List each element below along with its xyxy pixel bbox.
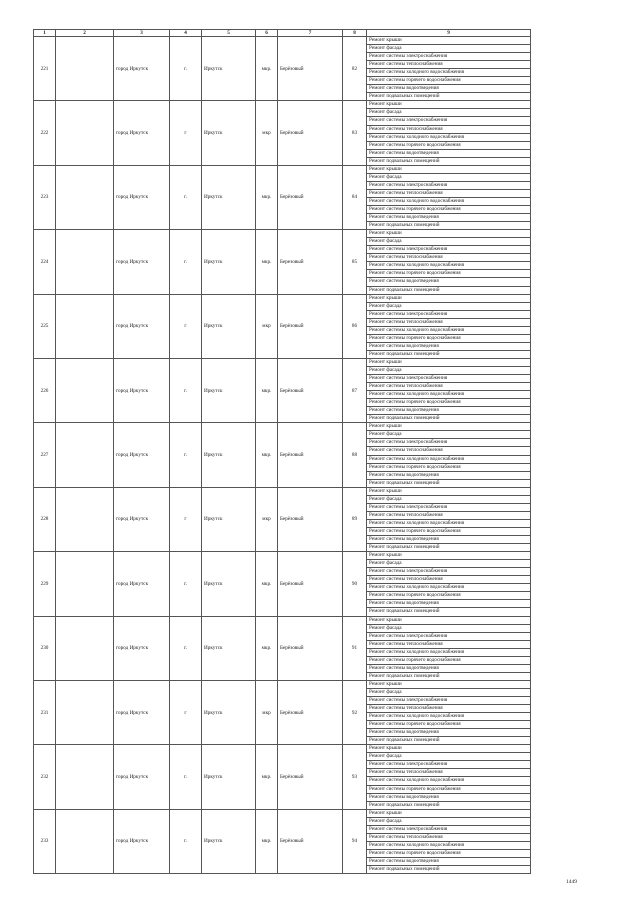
street-type: мкр.: [256, 809, 278, 873]
municipality: город Иркутск: [114, 616, 170, 680]
repair-work-item: Ремонт системы электроснабжения: [367, 117, 530, 125]
repair-work-item: Ремонт системы теплоснабжения: [367, 61, 530, 69]
repair-work-item: Ремонт системы теплоснабжения: [367, 447, 530, 455]
repair-work-item: Ремонт системы холодного водоснабжения: [367, 713, 530, 721]
repair-work-item: Ремонт фасада: [367, 689, 530, 697]
repair-work-item: Ремонт крыши: [367, 37, 530, 45]
row-number: 222: [34, 101, 56, 165]
repair-works-cell: [367, 809, 531, 873]
settlement-name: Иркутск: [202, 358, 256, 422]
house-number: 94: [343, 809, 367, 873]
table-row: [34, 809, 531, 873]
repair-work-item: Ремонт фасада: [367, 625, 530, 633]
repair-work-item: Ремонт системы теплоснабжения: [367, 512, 530, 520]
repair-work-item: Ремонт системы холодного водоснабжения: [367, 69, 530, 77]
settlement-name: Иркутск: [202, 745, 256, 809]
street-type: мкр.: [256, 552, 278, 616]
repair-work-item: Ремонт системы горячего водоснабжения: [367, 528, 530, 536]
repair-work-item: Ремонт системы электроснабжения: [367, 246, 530, 254]
repair-work-item: Ремонт крыши: [367, 488, 530, 496]
municipality: город Иркутск: [114, 680, 170, 744]
column-header-9: 9: [367, 30, 531, 37]
column-header-2: 2: [56, 30, 114, 37]
page-number: 1449: [566, 879, 577, 885]
repair-work-item: Ремонт фасада: [367, 753, 530, 761]
street-name: Берёзовый: [278, 487, 343, 551]
cell-col2: [56, 165, 114, 229]
street-name: Берёзовый: [278, 809, 343, 873]
table-body: [34, 37, 531, 874]
column-header-7: 7: [278, 30, 343, 37]
row-number: 227: [34, 423, 56, 487]
table-row: [34, 165, 531, 229]
row-number: 221: [34, 37, 56, 101]
settlement-type: г.: [170, 552, 202, 616]
house-number: 89: [343, 487, 367, 551]
repair-work-item: Ремонт системы горячего водоснабжения: [367, 721, 530, 729]
repair-work-item: Ремонт системы теплоснабжения: [367, 126, 530, 134]
repair-work-item: Ремонт системы горячего водоснабжения: [367, 270, 530, 278]
settlement-type: г.: [170, 358, 202, 422]
row-number: 230: [34, 616, 56, 680]
table-row: [34, 358, 531, 422]
column-header-3: 3: [114, 30, 170, 37]
settlement-type: г: [170, 487, 202, 551]
row-number: 229: [34, 552, 56, 616]
repair-work-item: Ремонт системы электроснабжения: [367, 761, 530, 769]
municipality: город Иркутск: [114, 552, 170, 616]
settlement-type: г: [170, 680, 202, 744]
settlement-name: Иркутск: [202, 680, 256, 744]
house-number: 88: [343, 423, 367, 487]
repair-work-item: Ремонт системы водоотведения: [367, 85, 530, 93]
settlement-type: г.: [170, 616, 202, 680]
settlement-name: Иркутск: [202, 423, 256, 487]
settlement-type: г.: [170, 165, 202, 229]
repair-work-item: Ремонт системы холодного водоснабжения: [367, 198, 530, 206]
repair-work-item: Ремонт системы водоотведения: [367, 343, 530, 351]
column-header-6: 6: [256, 30, 278, 37]
repair-work-item: Ремонт крыши: [367, 681, 530, 689]
table-row: [34, 37, 531, 101]
settlement-type: г: [170, 101, 202, 165]
repair-work-item: Ремонт системы теплоснабжения: [367, 383, 530, 391]
municipality: город Иркутск: [114, 745, 170, 809]
repair-work-item: Ремонт системы электроснабжения: [367, 439, 530, 447]
repair-work-item: Ремонт крыши: [367, 552, 530, 560]
repair-work-item: Ремонт крыши: [367, 230, 530, 238]
repair-work-item: Ремонт системы электроснабжения: [367, 504, 530, 512]
repair-work-item: Ремонт системы горячего водоснабжения: [367, 786, 530, 794]
repair-work-item: Ремонт фасада: [367, 303, 530, 311]
repair-work-item: Ремонт подвальных помещений: [369, 286, 440, 293]
table-row: [34, 230, 531, 294]
repair-work-item: Ремонт системы электроснабжения: [367, 375, 530, 383]
repair-work-item: Ремонт системы горячего водоснабжения: [367, 206, 530, 214]
street-type: мкр: [256, 680, 278, 744]
table-row: [34, 294, 531, 358]
house-number: 86: [343, 294, 367, 358]
settlement-name: Иркутск: [202, 616, 256, 680]
settlement-name: Иркутск: [202, 552, 256, 616]
repair-work-item: Ремонт системы холодного водоснабжения: [367, 777, 530, 785]
repair-work-item: Ремонт системы горячего водоснабжения: [367, 335, 530, 343]
repair-work-item: Ремонт системы водоотведения: [367, 214, 530, 222]
house-number: 91: [343, 616, 367, 680]
repair-work-item: Ремонт системы холодного водоснабжения: [367, 327, 530, 335]
settlement-type: г.: [170, 809, 202, 873]
repair-work-item: Ремонт системы теплоснабжения: [367, 190, 530, 198]
repair-work-item: Ремонт крыши: [367, 166, 530, 174]
repair-work-item: Ремонт системы холодного водоснабжения: [367, 262, 530, 270]
repair-works-cell: [367, 294, 531, 358]
repair-work-item: Ремонт системы холодного водоснабжения: [367, 584, 530, 592]
street-type: мкр.: [256, 230, 278, 294]
repair-works-cell: [367, 487, 531, 551]
repair-work-item: Ремонт подвальных помещений: [369, 866, 440, 873]
street-type: мкр.: [256, 616, 278, 680]
table-row: [34, 101, 531, 165]
repair-works-cell: [367, 616, 531, 680]
repair-work-item: Ремонт подвальных помещений: [369, 479, 440, 486]
street-type: мкр: [256, 487, 278, 551]
house-number: 87: [343, 358, 367, 422]
house-number: 90: [343, 552, 367, 616]
settlement-type: г.: [170, 423, 202, 487]
header-row: [34, 30, 531, 37]
cell-col2: [56, 680, 114, 744]
table-row: [34, 487, 531, 551]
cell-col2: [56, 101, 114, 165]
settlement-name: Иркутск: [202, 230, 256, 294]
street-type: мкр.: [256, 745, 278, 809]
cell-col2: [56, 552, 114, 616]
repair-work-item: Ремонт системы водоотведения: [367, 729, 530, 737]
municipality: город Иркутск: [114, 101, 170, 165]
street-name: Берёзовый: [278, 294, 343, 358]
settlement-type: г.: [170, 37, 202, 101]
street-name: Берёзовый: [278, 165, 343, 229]
repair-works-cell: [367, 552, 531, 616]
settlement-name: Иркутск: [202, 165, 256, 229]
street-name: Берёзовый: [278, 552, 343, 616]
street-name: Берёзовый: [278, 358, 343, 422]
repair-work-item: Ремонт системы водоотведения: [367, 472, 530, 480]
street-name: Берёзовый: [278, 680, 343, 744]
row-number: 223: [34, 165, 56, 229]
repair-work-item: Ремонт фасада: [367, 174, 530, 182]
repair-work-item: Ремонт крыши: [367, 101, 530, 109]
street-type: мкр.: [256, 37, 278, 101]
repair-work-item: Ремонт фасада: [367, 431, 530, 439]
repair-work-item: Ремонт системы теплоснабжения: [367, 641, 530, 649]
repair-work-item: Ремонт подвальных помещений: [369, 157, 440, 164]
row-number: 233: [34, 809, 56, 873]
repair-work-item: Ремонт фасада: [367, 560, 530, 568]
repair-work-item: Ремонт подвальных помещений: [369, 222, 440, 229]
street-name: Берёзовый: [278, 37, 343, 101]
repair-work-item: Ремонт системы холодного водоснабжения: [367, 456, 530, 464]
row-number: 224: [34, 230, 56, 294]
repair-work-item: Ремонт системы электроснабжения: [367, 311, 530, 319]
settlement-type: г.: [170, 745, 202, 809]
repair-work-item: Ремонт системы водоотведения: [367, 278, 530, 286]
cell-col2: [56, 423, 114, 487]
street-name: Березовый: [278, 230, 343, 294]
street-type: мкр.: [256, 358, 278, 422]
repair-works-cell: [367, 37, 531, 101]
repair-work-item: Ремонт системы горячего водоснабжения: [367, 592, 530, 600]
repair-work-item: Ремонт системы теплоснабжения: [367, 319, 530, 327]
repair-work-item: Ремонт подвальных помещений: [369, 93, 440, 100]
municipality: город Иркутск: [114, 487, 170, 551]
row-number: 226: [34, 358, 56, 422]
repair-works-cell: [367, 745, 531, 809]
repair-work-item: Ремонт подвальных помещений: [369, 415, 440, 422]
table-row: [34, 552, 531, 616]
row-number: 225: [34, 294, 56, 358]
repair-work-item: Ремонт системы холодного водоснабжения: [367, 842, 530, 850]
repair-works-cell: [367, 165, 531, 229]
repair-works-cell: [367, 680, 531, 744]
cell-col2: [56, 358, 114, 422]
table-row: [34, 680, 531, 744]
street-name: Берёзовый: [278, 745, 343, 809]
cell-col2: [56, 487, 114, 551]
repair-work-item: Ремонт системы горячего водоснабжения: [367, 657, 530, 665]
column-header-4: 4: [170, 30, 202, 37]
street-name: Берёзовый: [278, 423, 343, 487]
house-number: 84: [343, 165, 367, 229]
repair-work-item: Ремонт системы горячего водоснабжения: [367, 399, 530, 407]
repair-work-item: Ремонт системы горячего водоснабжения: [367, 77, 530, 85]
municipality: город Иркутск: [114, 230, 170, 294]
repair-works-cell: [367, 358, 531, 422]
cell-col2: [56, 37, 114, 101]
settlement-name: Иркутск: [202, 809, 256, 873]
repair-work-item: Ремонт системы водоотведения: [367, 150, 530, 158]
repair-work-item: Ремонт системы водоотведения: [367, 600, 530, 608]
repair-work-item: Ремонт подвальных помещений: [369, 350, 440, 357]
repair-work-item: Ремонт фасада: [367, 818, 530, 826]
row-number: 231: [34, 680, 56, 744]
repair-work-item: Ремонт системы холодного водоснабжения: [367, 391, 530, 399]
repair-work-item: Ремонт системы холодного водоснабжения: [367, 649, 530, 657]
repair-work-item: Ремонт крыши: [367, 423, 530, 431]
repair-work-item: Ремонт системы холодного водоснабжения: [367, 520, 530, 528]
repair-work-item: Ремонт подвальных помещений: [369, 608, 440, 615]
repair-work-item: Ремонт фасада: [367, 109, 530, 117]
column-header-5: 5: [202, 30, 256, 37]
repair-work-item: Ремонт крыши: [367, 810, 530, 818]
repair-work-item: Ремонт фасада: [367, 496, 530, 504]
repair-work-item: Ремонт крыши: [367, 295, 530, 303]
repair-work-item: Ремонт фасада: [367, 367, 530, 375]
repair-work-item: Ремонт фасада: [367, 45, 530, 53]
cell-col2: [56, 294, 114, 358]
settlement-name: Иркутск: [202, 487, 256, 551]
house-number: 93: [343, 745, 367, 809]
repair-work-item: Ремонт системы водоотведения: [367, 536, 530, 544]
house-number: 83: [343, 101, 367, 165]
repair-work-item: Ремонт системы электроснабжения: [367, 697, 530, 705]
repair-work-item: Ремонт системы горячего водоснабжения: [367, 850, 530, 858]
repair-work-item: Ремонт системы электроснабжения: [367, 182, 530, 190]
repair-work-item: Ремонт подвальных помещений: [369, 801, 440, 808]
repair-work-item: Ремонт подвальных помещений: [369, 672, 440, 679]
repair-works-cell: [367, 423, 531, 487]
house-number: 82: [343, 37, 367, 101]
repair-work-item: Ремонт системы водоотведения: [367, 665, 530, 673]
cell-col2: [56, 745, 114, 809]
repair-work-item: Ремонт системы горячего водоснабжения: [367, 142, 530, 150]
street-type: мкр.: [256, 165, 278, 229]
repair-work-item: Ремонт системы теплоснабжения: [367, 576, 530, 584]
repair-work-item: Ремонт системы теплоснабжения: [367, 254, 530, 262]
repair-work-item: Ремонт крыши: [367, 359, 530, 367]
repair-work-item: Ремонт крыши: [367, 617, 530, 625]
cell-col2: [56, 809, 114, 873]
settlement-name: Иркутск: [202, 294, 256, 358]
row-number: 228: [34, 487, 56, 551]
municipality: город Иркутск: [114, 165, 170, 229]
street-type: мкр: [256, 294, 278, 358]
municipality: город Иркутск: [114, 358, 170, 422]
municipality: город Иркутск: [114, 294, 170, 358]
street-name: Берёзовый: [278, 616, 343, 680]
housing-repair-table: [33, 29, 531, 874]
repair-work-item: Ремонт крыши: [367, 745, 530, 753]
street-name: Берёзовый: [278, 101, 343, 165]
repair-work-item: Ремонт системы водоотведения: [367, 407, 530, 415]
table-row: [34, 616, 531, 680]
municipality: город Иркутск: [114, 809, 170, 873]
repair-works-cell: [367, 101, 531, 165]
settlement-name: Иркутск: [202, 101, 256, 165]
street-type: мкр.: [256, 423, 278, 487]
settlement-type: г.: [170, 230, 202, 294]
repair-work-item: Ремонт системы электроснабжения: [367, 633, 530, 641]
repair-works-cell: [367, 230, 531, 294]
repair-work-item: Ремонт системы теплоснабжения: [367, 705, 530, 713]
house-number: 92: [343, 680, 367, 744]
repair-work-item: Ремонт системы электроснабжения: [367, 53, 530, 61]
repair-work-item: Ремонт системы водоотведения: [367, 858, 530, 866]
repair-work-item: Ремонт системы холодного водоснабжения: [367, 134, 530, 142]
column-header-1: 1: [34, 30, 56, 37]
row-number: 232: [34, 745, 56, 809]
repair-work-item: Ремонт системы горячего водоснабжения: [367, 464, 530, 472]
repair-work-item: Ремонт подвальных помещений: [369, 737, 440, 744]
house-number: 85: [343, 230, 367, 294]
column-header-8: 8: [343, 30, 367, 37]
repair-work-item: Ремонт подвальных помещений: [369, 544, 440, 551]
cell-col2: [56, 616, 114, 680]
repair-work-item: Ремонт системы водоотведения: [367, 794, 530, 802]
repair-work-item: Ремонт системы электроснабжения: [367, 568, 530, 576]
repair-work-item: Ремонт фасада: [367, 238, 530, 246]
table-row: [34, 745, 531, 809]
municipality: город Иркутск: [114, 37, 170, 101]
settlement-type: г: [170, 294, 202, 358]
table-row: [34, 423, 531, 487]
repair-work-item: Ремонт системы теплоснабжения: [367, 834, 530, 842]
cell-col2: [56, 230, 114, 294]
settlement-name: Иркутск: [202, 37, 256, 101]
repair-work-item: Ремонт системы электроснабжения: [367, 826, 530, 834]
repair-work-item: Ремонт системы теплоснабжения: [367, 769, 530, 777]
municipality: город Иркутск: [114, 423, 170, 487]
street-type: мкр: [256, 101, 278, 165]
